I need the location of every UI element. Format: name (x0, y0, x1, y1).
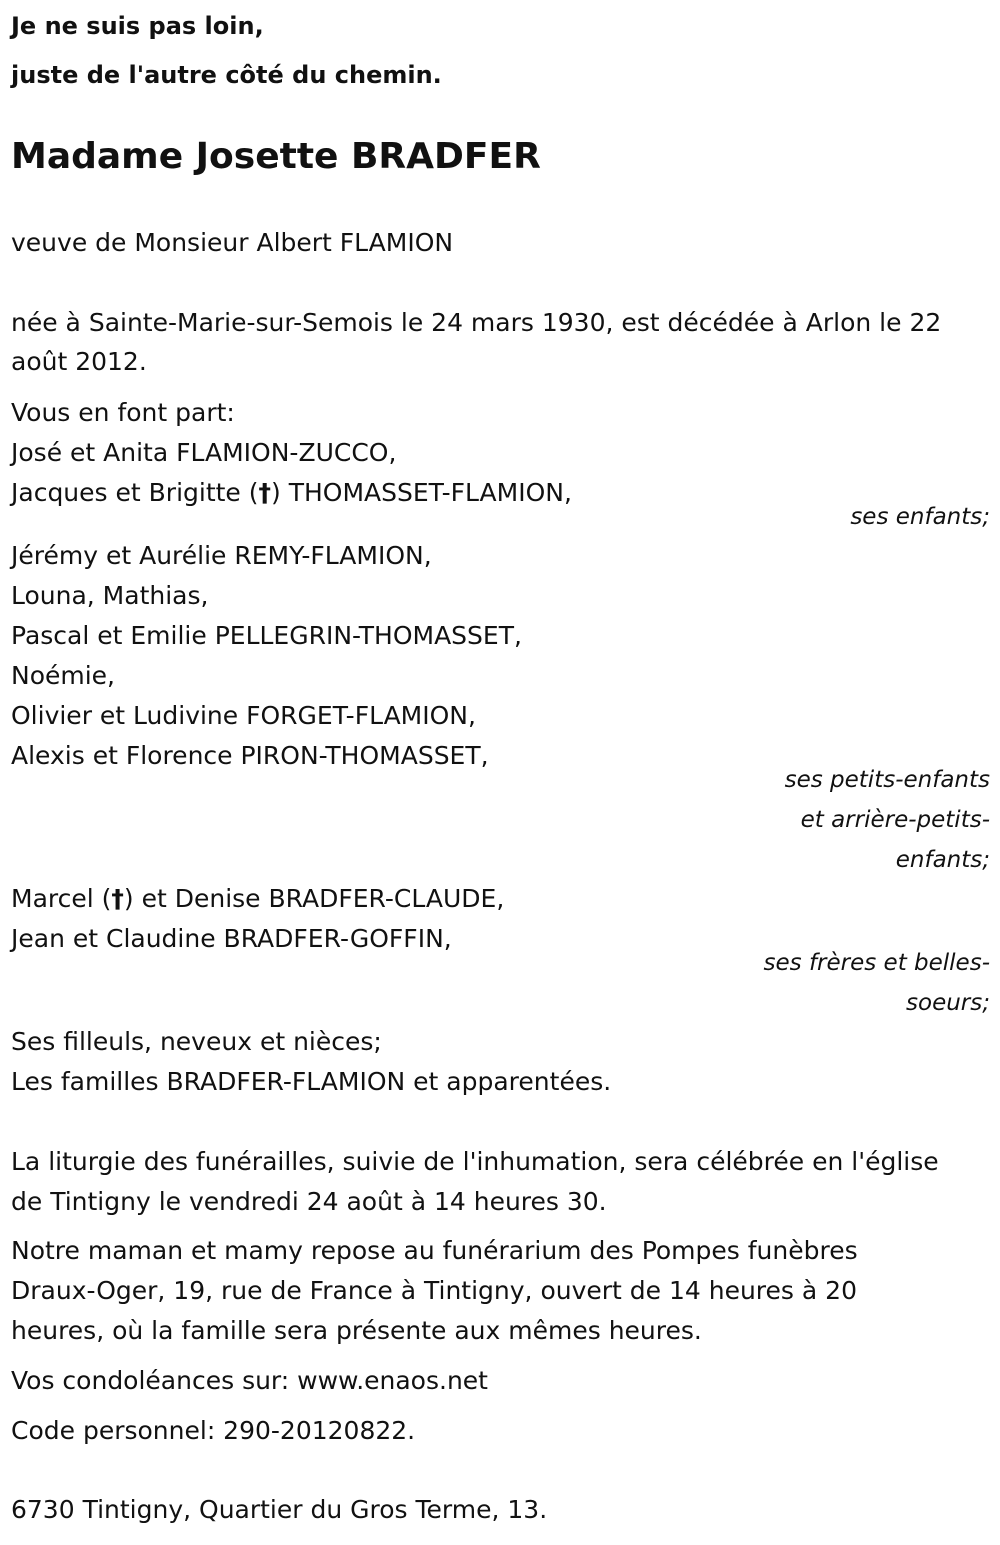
announcement-intro: Vous en font part: (11, 398, 235, 427)
grandchildren-role-line-1: ses petits-enfants (784, 767, 990, 793)
birth-death-line-2: août 2012. (11, 347, 147, 376)
grandchildren-line-2: Louna, Mathias, (11, 581, 209, 610)
deceased-name: Madame Josette BRADFER (11, 136, 541, 177)
children-line-2 (11, 475, 572, 511)
grandchildren-line-5: Olivier et Ludivine FORGET-FLAMION, (11, 701, 476, 730)
siblings-line-1-before: Marcel ( (11, 884, 112, 913)
grandchildren-role-line-2: et arrière-petits- (800, 807, 990, 833)
rest-line-1: Notre maman et mamy repose au funérarium des Pompes funèbres (11, 1236, 858, 1265)
grandchildren-role-line-3: enfants; (895, 847, 990, 873)
rest-line-2: Draux-Oger, 19, rue de France à Tintigny, ouvert de 14 heures à 20 (11, 1276, 857, 1305)
address-line: 6730 Tintigny, Quartier du Gros Terme, 13. (11, 1495, 548, 1524)
others-line-2: Les familles BRADFER-FLAMION et apparentées. (11, 1067, 612, 1096)
epigraph-line-1: Je ne suis pas loin, (11, 12, 264, 40)
spouse-line: veuve de Monsieur Albert FLAMION (11, 228, 454, 257)
children-line-2-before: Jacques et Brigitte ( (11, 478, 259, 507)
children-line-2-after: ) THOMASSET-FLAMION, (271, 478, 572, 507)
siblings-line-2: Jean et Claudine BRADFER-GOFFIN, (11, 924, 452, 953)
birth-death-line-1: née à Sainte-Marie-sur-Semois le 24 mars 1930, est décédée à Arlon le 22 (11, 308, 942, 337)
liturgy-line-2: de Tintigny le vendredi 24 août à 14 heures 30. (11, 1187, 607, 1216)
siblings-line-1 (11, 881, 504, 917)
children-line-1: José et Anita FLAMION-ZUCCO, (11, 438, 397, 467)
siblings-line-1-after: ) et Denise BRADFER-CLAUDE, (123, 884, 505, 913)
grandchildren-line-4: Noémie, (11, 661, 116, 690)
epigraph-line-2: juste de l'autre côté du chemin. (11, 61, 442, 89)
cross-symbol: † (111, 884, 124, 913)
siblings-role-line-2: soeurs; (906, 990, 990, 1016)
personal-code: Code personnel: 290-20120822. (11, 1416, 416, 1445)
siblings-role-line-1: ses frères et belles- (763, 950, 990, 976)
others-line-1: Ses filleuls, neveux et nièces; (11, 1027, 382, 1056)
rest-line-3: heures, où la famille sera présente aux mêmes heures. (11, 1316, 702, 1345)
condolences-line: Vos condoléances sur: www.enaos.net (11, 1366, 488, 1395)
grandchildren-line-1: Jérémy et Aurélie REMY-FLAMION, (11, 541, 432, 570)
children-role: ses enfants; (850, 504, 990, 530)
grandchildren-line-6: Alexis et Florence PIRON-THOMASSET, (11, 741, 489, 770)
liturgy-line-1: La liturgie des funérailles, suivie de l'inhumation, sera célébrée en l'église (11, 1147, 939, 1176)
cross-symbol: † (258, 478, 272, 507)
grandchildren-line-3: Pascal et Emilie PELLEGRIN-THOMASSET, (11, 621, 522, 650)
